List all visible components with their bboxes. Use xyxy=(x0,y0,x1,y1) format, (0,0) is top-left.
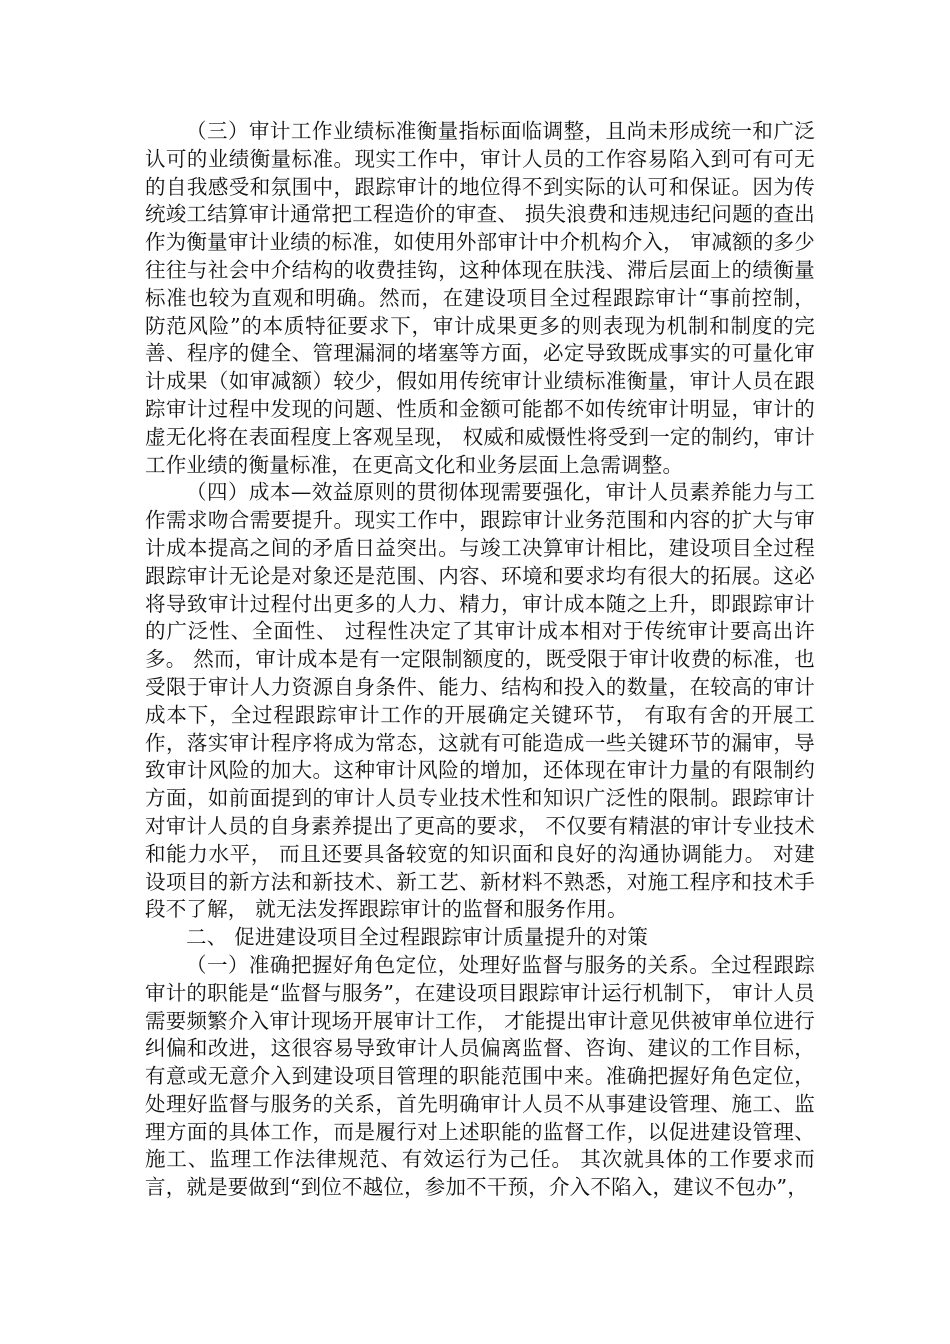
paragraph-cost-benefit-principle: （四）成本—效益原则的贯彻体现需要强化，审计人员素养能力与工作需求吻合需要提升。现实工作中，跟踪审计业务范围和内容的扩大与审计成本提高之间的矛盾日益突出。与竣工决算审计相比，建设项目全过程跟踪审计无论是对象还是范围、内容、环境和要求均有很大的拓展。这必将导致审计过程付出更多的人力、精力，审计成本随之上升，即跟踪审计的广泛性、全面性、 过程性决定了其审计成本相对于传统审计要高出许多。 然而，审计成本是有一定限制额度的，既受限于审计收费的标准，也受限于审计人力资源自身条件、能力、结构和投入的数量，在较高的审计成本下，全过程跟踪审计工作的开展确定关键环节， 有取有舍的开展工作，落实审计程序将成为常态，这就有可能造成一些关键环节的漏审，导致审计风险的加大。这种审计风险的增加，还体现在审计力量的有限制约方面，如前面提到的审计人员专业技术性和知识广泛性的限制。跟踪审计对审计人员的自身素养提出了更高的要求， 不仅要有精湛的审计专业技术和能力水平， 而且还要具备较宽的知识面和良好的沟通协调能力。 对建设项目的新方法和新技术、新工艺、新材料不熟悉，对施工程序和技术手段不了解， 就无法发挥跟踪审计的监督和服务作用。 xyxy=(145,480,815,922)
paragraph-role-positioning: （一）准确把握好角色定位，处理好监督与服务的关系。全过程跟踪审计的职能是“监督与服务”，在建设项目跟踪审计运行机制下， 审计人员需要频繁介入审计现场开展审计工作， 才能提出审计意见供被审单位进行纠偏和改进，这很容易导致审计人员偏离监督、咨询、建议的工作目标，有意或无意介入到建设项目管理的职能范围中来。准确把握好角色定位，处理好监督与服务的关系，首先明确审计人员不从事建设管理、施工、监理方面的具体工作，而是履行对上述职能的监督工作，以促进建设管理、施工、监理工作法律规范、有效运行为己任。 其次就具体的工作要求而言，就是要做到“到位不越位，参加不干预，介入不陷入，建议不包办”， xyxy=(145,952,815,1200)
document-page xyxy=(145,118,815,1202)
paragraph-audit-performance-standards: （三）审计工作业绩标准衡量指标面临调整，且尚未形成统一和广泛认可的业绩衡量标准。现实工作中，审计人员的工作容易陷入到可有可无的自我感受和氛围中，跟踪审计的地位得不到实际的认可和保证。因为传统竣工结算审计通常把工程造价的审查、 损失浪费和违规违纪问题的查出作为衡量审计业绩的标准，如使用外部审计中介机构介入， 审减额的多少往往与社会中介结构的收费挂钩，这种体现在肤浅、滞后层面上的绩衡量标准也较为直观和明确。然而，在建设项目全过程跟踪审计“事前控制，防范风险”的本质特征要求下，审计成果更多的则表现为机制和制度的完善、程序的健全、管理漏洞的堵塞等方面，必定导致既成事实的可量化审计成果（如审减额）较少，假如用传统审计业绩标准衡量，审计人员在跟踪审计过程中发现的问题、性质和金额可能都不如传统审计明显，审计的虚无化将在表面程度上客观呈现， 权威和威慑性将受到一定的制约，审计工作业绩的衡量标准，在更高文化和业务层面上急需调整。 xyxy=(145,119,815,477)
section-heading: 二、 促进建设项目全过程跟踪审计质量提升的对策 xyxy=(186,925,649,950)
